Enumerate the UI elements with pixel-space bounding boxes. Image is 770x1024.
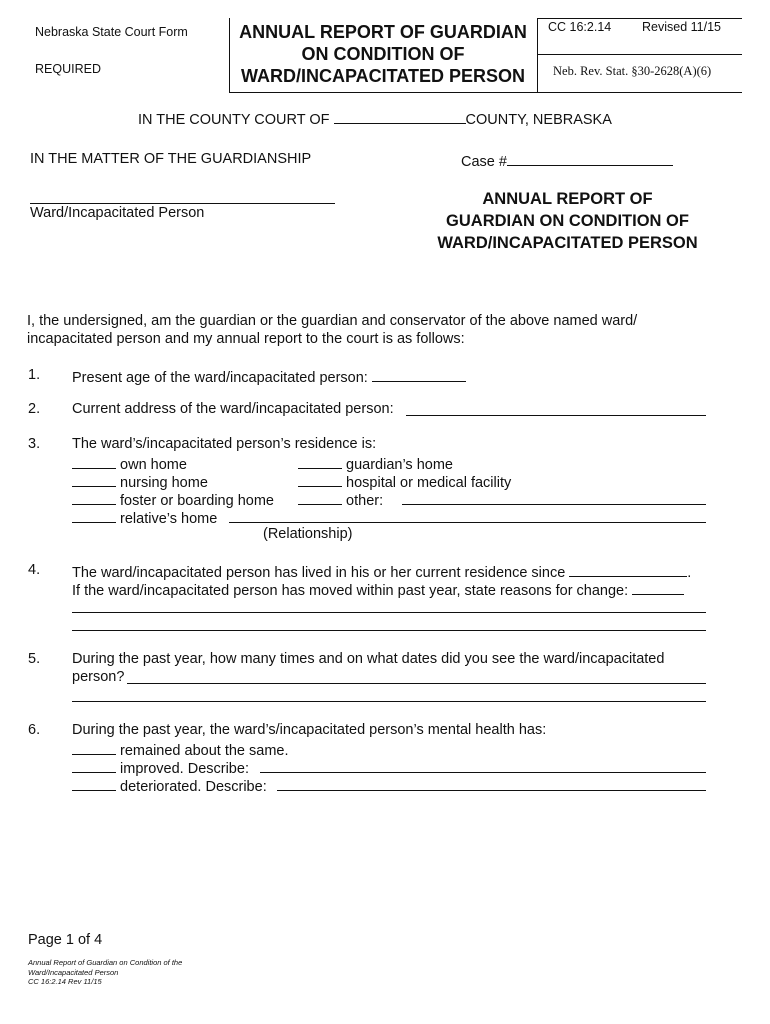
county-court-line	[138, 109, 612, 128]
county-name-field[interactable]	[334, 109, 466, 124]
revised-date: Revised 11/15	[642, 20, 721, 34]
other-residence-field[interactable]	[402, 504, 706, 505]
item4-number: 4.	[28, 562, 41, 578]
case-number-line	[461, 151, 673, 170]
ward-address-field[interactable]	[406, 415, 706, 416]
deteriorated-label: deteriorated. Describe:	[120, 779, 267, 795]
doc-title-line3: WARD/INCAPACITATED PERSON	[437, 234, 698, 252]
court-suffix: COUNTY, NEBRASKA	[465, 112, 612, 128]
form-number: CC 16:2.14	[548, 20, 612, 34]
court-prefix: IN THE COUNTY COURT OF	[138, 112, 330, 128]
residence-option-guardian-home	[298, 454, 453, 473]
residence-option-own-home	[72, 454, 187, 473]
same-label: remained about the same.	[120, 743, 289, 759]
foster-label: foster or boarding home	[120, 493, 274, 509]
residence-option-hospital	[298, 472, 511, 491]
item6-number: 6.	[28, 722, 41, 738]
own-home-label: own home	[120, 457, 187, 473]
page-number: Page 1 of 4	[28, 932, 103, 948]
foster-checkline[interactable]	[72, 490, 116, 505]
deteriorated-checkline[interactable]	[72, 776, 116, 791]
statute-reference: Neb. Rev. Stat. §30-2628(A)(6)	[553, 64, 712, 78]
item1-text: Present age of the ward/incapacitated person:	[72, 370, 368, 386]
form-label: Nebraska State Court Form	[35, 25, 188, 39]
matter-of-guardianship: IN THE MATTER OF THE GUARDIANSHIP	[30, 151, 312, 167]
residence-option-other	[298, 490, 383, 509]
case-label: Case #	[461, 154, 507, 170]
mental-health-option-same	[72, 740, 289, 759]
footer-line2: Ward/Incapacitated Person	[28, 967, 119, 977]
nursing-home-checkline[interactable]	[72, 472, 116, 487]
deteriorated-describe-field[interactable]	[277, 790, 706, 791]
move-reason-line-3[interactable]	[72, 630, 706, 631]
visits-field-line2[interactable]	[72, 701, 706, 702]
item2-number: 2.	[28, 401, 41, 417]
header-mid-rule	[537, 54, 742, 55]
guardian-home-label: guardian’s home	[346, 457, 453, 473]
doc-title-line2: GUARDIAN ON CONDITION OF	[446, 212, 689, 230]
intro-line1: I, the undersigned, am the guardian or the guardian and conservator of the above named ward/	[27, 313, 638, 329]
improved-describe-field[interactable]	[260, 772, 706, 773]
item4-line2-text: If the ward/incapacitated person has moved within past year, state reasons for change:	[72, 583, 629, 599]
header-top-rule	[537, 18, 742, 19]
improved-checkline[interactable]	[72, 758, 116, 773]
required-label: REQUIRED	[35, 62, 101, 76]
move-reason-field-start[interactable]	[632, 580, 684, 595]
same-checkline[interactable]	[72, 740, 116, 755]
guardian-home-checkline[interactable]	[298, 454, 342, 469]
residence-option-foster	[72, 490, 274, 509]
item4-line2	[72, 580, 684, 599]
item5-number: 5.	[28, 651, 41, 667]
hospital-label: hospital or medical facility	[346, 475, 512, 491]
ward-age-field[interactable]	[372, 367, 466, 382]
item6-text: During the past year, the ward’s/incapacitated person’s mental health has:	[72, 722, 547, 738]
item4-line1-text: The ward/incapacitated person has lived in his or her current residence since	[72, 565, 566, 581]
item1-row	[72, 367, 466, 386]
own-home-checkline[interactable]	[72, 454, 116, 469]
header-title-line2: ON CONDITION OF	[301, 44, 465, 64]
footer-line3: CC 16:2.14 Rev 11/15	[28, 977, 102, 986]
doc-title-line1: ANNUAL REPORT OF	[482, 190, 653, 208]
mental-health-option-improved	[72, 758, 249, 777]
ward-label: Ward/Incapacitated Person	[30, 205, 205, 221]
footer-line1: Annual Report of Guardian on Condition of the	[28, 958, 183, 967]
item5-line2: person?	[72, 669, 125, 685]
hospital-checkline[interactable]	[298, 472, 342, 487]
residence-option-nursing-home	[72, 472, 208, 491]
header-title-line1: ANNUAL REPORT OF GUARDIAN	[239, 22, 527, 42]
ward-name-field[interactable]	[30, 203, 335, 204]
mental-health-option-deteriorated	[72, 776, 267, 795]
residence-since-field[interactable]	[569, 562, 687, 577]
item3-number: 3.	[28, 436, 41, 452]
item4-period: .	[687, 565, 692, 581]
item5-line1: During the past year, how many times and on what dates did you see the ward/incapacitated	[72, 651, 665, 667]
relative-home-field[interactable]	[229, 522, 706, 523]
relative-checkline[interactable]	[72, 508, 116, 523]
relative-label: relative’s home	[120, 511, 218, 527]
item1-number: 1.	[28, 367, 41, 383]
relationship-caption: (Relationship)	[263, 526, 353, 542]
move-reason-line-2[interactable]	[72, 612, 706, 613]
header-title-line3: WARD/INCAPACITATED PERSON	[240, 66, 525, 86]
other-checkline[interactable]	[298, 490, 342, 505]
case-number-field[interactable]	[507, 151, 673, 166]
residence-option-relative	[72, 508, 217, 527]
item3-text: The ward’s/incapacitated person’s residence is:	[72, 436, 377, 452]
intro-line2: incapacitated person and my annual report to the court is as follows:	[27, 331, 465, 347]
visits-field-line1[interactable]	[127, 683, 706, 684]
nursing-home-label: nursing home	[120, 475, 208, 491]
item2-text: Current address of the ward/incapacitated person:	[72, 401, 394, 417]
improved-label: improved. Describe:	[120, 761, 249, 777]
header-divider-right	[537, 18, 538, 92]
header-bottom-rule	[229, 92, 742, 93]
other-label: other:	[346, 493, 384, 509]
item4-line1	[72, 562, 691, 581]
